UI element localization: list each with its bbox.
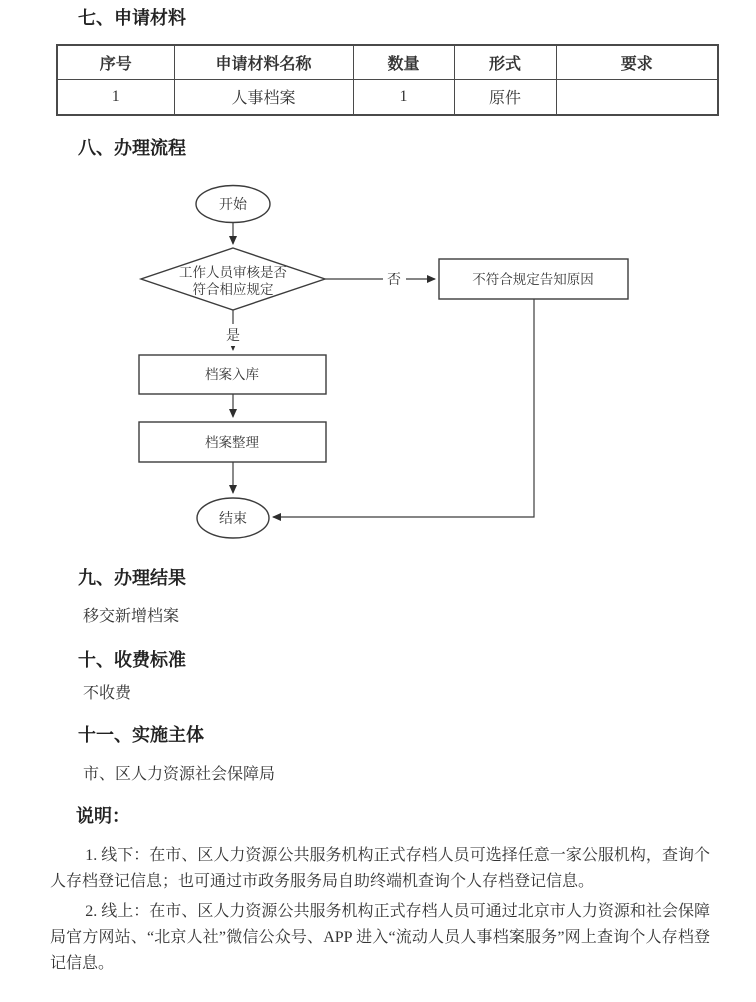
notes-title: 说明： [76, 806, 130, 826]
table-header-cell: 要求 [556, 45, 718, 79]
table-header-row [57, 45, 718, 79]
section-title-fee: 十、收费标准 [78, 650, 186, 670]
section-result-content: 移交新增档案 [83, 608, 180, 625]
start-node-label: 开始 [219, 198, 247, 213]
table-row [57, 79, 718, 115]
decision-node-label-line1: 工作人员审核是否 [179, 265, 287, 280]
table-cell [556, 79, 718, 115]
section-title-result: 九、办理结果 [78, 568, 186, 588]
materials-table [56, 44, 719, 116]
table-cell: 1 [353, 79, 454, 115]
section-title-materials: 七、申请材料 [78, 8, 186, 28]
section-fee-content: 不收费 [83, 685, 132, 702]
table-header-cell: 形式 [454, 45, 556, 79]
table-cell: 1 [57, 79, 174, 115]
table-cell: 原件 [454, 79, 556, 115]
table-header-cell: 序号 [57, 45, 174, 79]
note-paragraph-online: 2. 线上：在市、区人力资源公共服务机构正式存档人员可通过北京市人力资源和社会保障局官方网站、“北京人社”微信公众号、APP 进入“流动人员人事档案服务”网上查询个人存档登记信息。 [50, 903, 710, 972]
end-node-label: 结束 [219, 512, 247, 527]
table-cell: 人事档案 [174, 79, 353, 115]
section-title-implementer: 十一、实施主体 [78, 725, 204, 745]
section-implementer-content: 市、区人力资源社会保障局 [83, 766, 276, 783]
section-title-process: 八、办理流程 [78, 138, 186, 158]
step-archive-in-label: 档案入库 [205, 367, 259, 382]
yes-label: 是 [226, 329, 240, 344]
arrow-reject-to-end [273, 299, 534, 517]
no-label: 否 [387, 273, 401, 288]
decision-node-label-line2: 符合相应规定 [192, 282, 274, 297]
reject-node-label: 不符合规定告知原因 [472, 272, 594, 287]
table-header-cell: 数量 [353, 45, 454, 79]
table-header-cell: 申请材料名称 [174, 45, 353, 79]
step-archive-organize-label: 档案整理 [205, 435, 259, 450]
note-paragraph-offline: 1. 线下：在市、区人力资源公共服务机构正式存档人员可选择任意一家公服机构，查询个人存档登记信息；也可通过市政务服务局自助终端机查询个人存档登记信息。 [50, 847, 710, 890]
flowchart [0, 160, 756, 552]
